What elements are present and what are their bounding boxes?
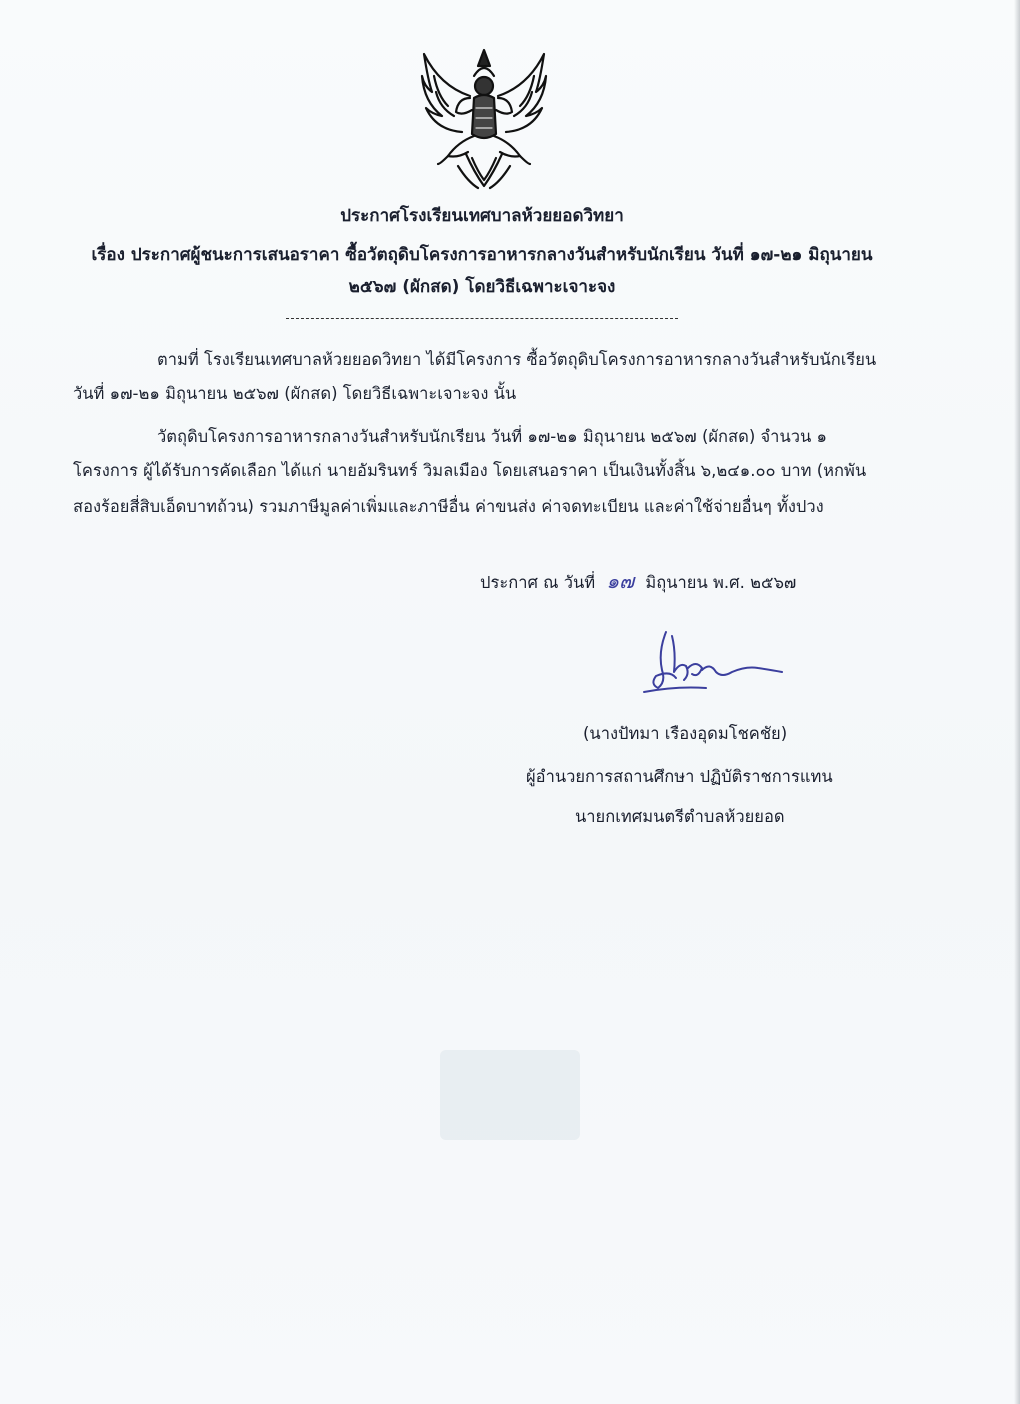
paper-smudge: [440, 1050, 580, 1140]
signatory-position-1: ผู้อำนวยการสถานศึกษา ปฏิบัติราชการแทน: [526, 767, 833, 786]
body-line: สองร้อยสี่สิบเอ็ดบาทถ้วน) รวมภาษีมูลค่าเพิ่มและภาษีอื่น ค่าขนส่ง ค่าจดทะเบียน และค่าใช้จ่ายอื่นๆ ทั้งปวง: [73, 497, 824, 516]
body-line: โครงการ ผู้ได้รับการคัดเลือก ได้แก่ นายอัมรินทร์ วิมลเมือง โดยเสนอราคา เป็นเงินทั้งสิ้น ๖,๒๔๑.๐๐ บาท (หกพัน: [73, 461, 867, 480]
garuda-emblem-icon: [418, 46, 550, 192]
page-edge-shadow: [1014, 0, 1020, 1404]
body-line: วัตถุดิบโครงการอาหารกลางวันสำหรับนักเรียน วันที่ ๑๗-๒๑ มิถุนายน ๒๕๖๗ (ผักสด) จำนวน ๑: [157, 427, 827, 446]
date-day-handwritten: ๑๗: [606, 569, 635, 593]
subject-line-1: เรื่อง ประกาศผู้ชนะการเสนอราคา ซื้อวัตถุดิบโครงการอาหารกลางวันสำหรับนักเรียน วันที่ ๑๗-๒๑ มิถุนายน: [91, 245, 873, 265]
announcement-title: ประกาศโรงเรียนเทศบาลห้วยยอดวิทยา: [340, 206, 624, 226]
date-prefix: ประกาศ ณ วันที่: [480, 573, 596, 592]
divider-line: [286, 318, 678, 319]
handwritten-signature-icon: [636, 622, 786, 702]
date-suffix: มิถุนายน พ.ศ. ๒๕๖๗: [645, 573, 797, 592]
signatory-position-2: นายกเทศมนตรีตำบลห้วยยอด: [575, 807, 785, 826]
body-line: วันที่ ๑๗-๒๑ มิถุนายน ๒๕๖๗ (ผักสด) โดยวิธีเฉพาะเจาะจง นั้น: [73, 384, 517, 403]
body-line: ตามที่ โรงเรียนเทศบาลห้วยยอดวิทยา ได้มีโครงการ ซื้อวัตถุดิบโครงการอาหารกลางวันสำหรับนักเรียน: [157, 350, 877, 369]
subject-line-2: ๒๕๖๗ (ผักสด) โดยวิธีเฉพาะเจาะจง: [348, 277, 616, 297]
signatory-name: (นางปัทมา เรืองอุดมโชคชัย): [583, 724, 788, 743]
announcement-date: [480, 565, 796, 597]
